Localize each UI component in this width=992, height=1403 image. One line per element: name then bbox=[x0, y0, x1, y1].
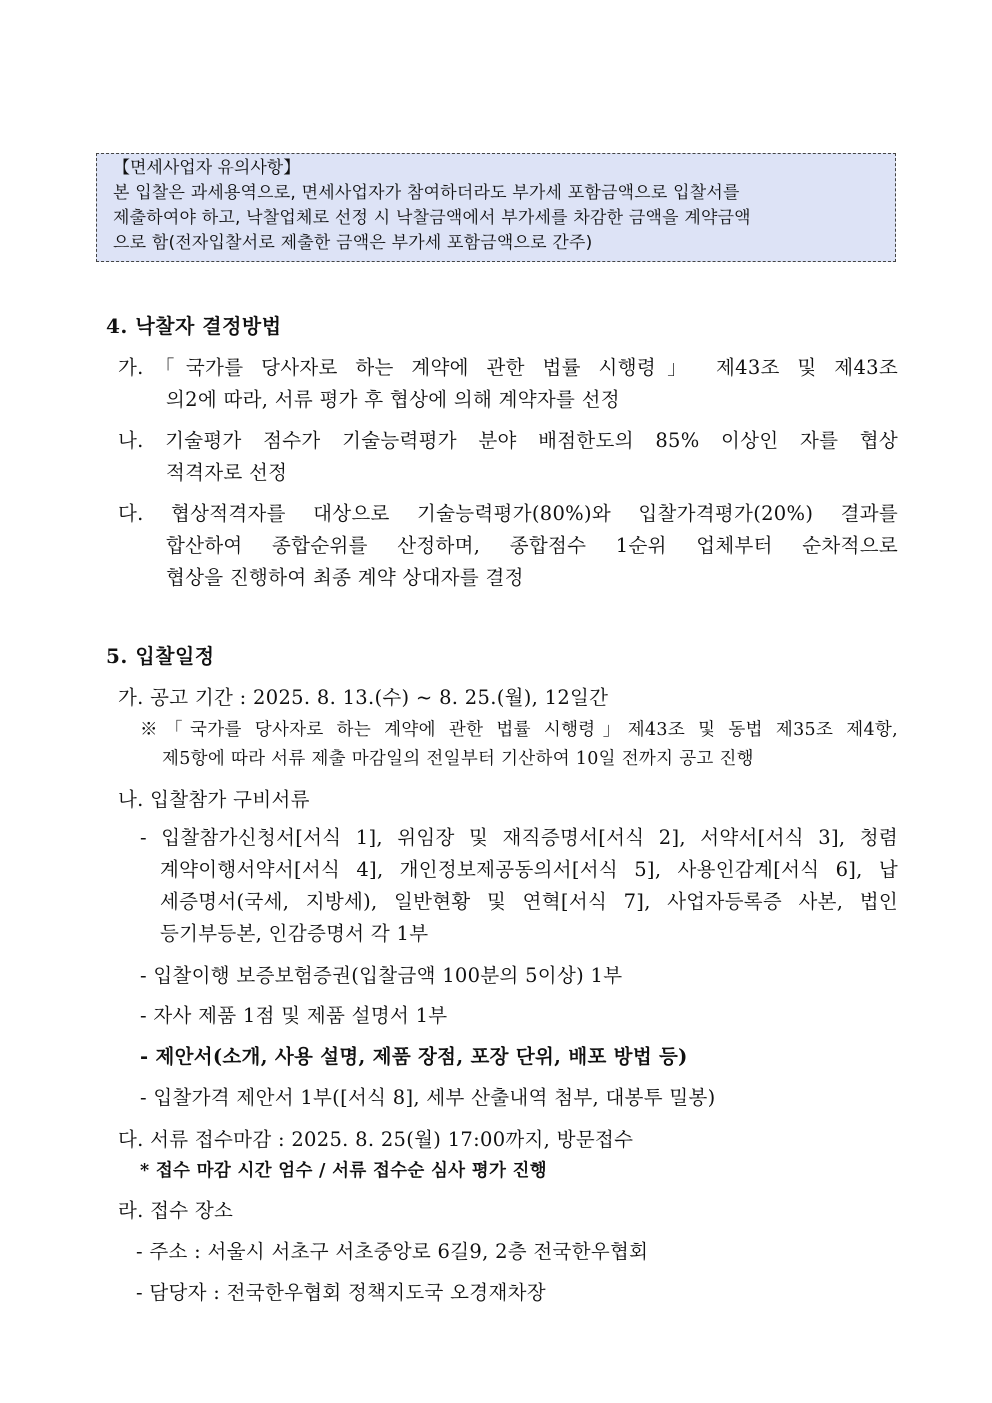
section-4-item-a-line1: 가.「국가를 당사자로 하는 계약에 관한 법률 시행령」 제43조 및 제43조 bbox=[118, 356, 898, 379]
section-5-item-a: 가. 공고 기간 : 2025. 8. 13.(수) ~ 8. 25.(월), 12일간 bbox=[118, 686, 609, 709]
section-5-item-b1-line2: 계약이행서약서[서식 4], 개인정보제공동의서[서식 5], 사용인감계[서식 6], 납 bbox=[160, 858, 898, 881]
section-5-item-c: 다. 서류 접수마감 : 2025. 8. 25(월) 17:00까지, 방문접수 bbox=[118, 1128, 634, 1151]
section-4-item-a-line2: 의2에 따라, 서류 평가 후 협상에 의해 계약자를 선정 bbox=[166, 388, 620, 411]
notice-line: 제출하여야 하고, 낙찰업체로 선정 시 낙찰금액에서 부가세를 차감한 금액을 계약금액 bbox=[113, 208, 751, 228]
notice-line: 본 입찰은 과세용역으로, 면세사업자가 참여하더라도 부가세 포함금액으로 입찰서를 bbox=[113, 183, 740, 203]
section-4-item-c-line1: 다. 협상적격자를 대상으로 기술능력평가(80%)와 입찰가격평가(20%) 결과를 bbox=[118, 502, 898, 525]
section-5-item-b1-line3: 세증명서(국세, 지방세), 일반현황 및 연혁[서식 7], 사업자등록증 사본, 법인 bbox=[160, 890, 898, 913]
section-5-item-b4: - 제안서(소개, 사용 설명, 제품 장점, 포장 단위, 배포 방법 등) bbox=[140, 1045, 688, 1068]
section-4-title: 4. 낙찰자 결정방법 bbox=[106, 314, 282, 338]
section-5-item-d1: - 주소 : 서울시 서초구 서초중앙로 6길9, 2층 전국한우협회 bbox=[136, 1240, 649, 1263]
section-5-item-b5: - 입찰가격 제안서 1부([서식 8], 세부 산출내역 첨부, 대봉투 밀봉) bbox=[140, 1086, 716, 1109]
notice-title: 【면세사업자 유의사항】 bbox=[113, 158, 301, 178]
section-4-item-c-line3: 협상을 진행하여 최종 계약 상대자를 결정 bbox=[166, 566, 524, 589]
section-5-item-b1-line4: 등기부등본, 인감증명서 각 1부 bbox=[160, 922, 429, 945]
section-4-item-b-line1: 나. 기술평가 점수가 기술능력평가 분야 배점한도의 85% 이상인 자를 협상 bbox=[118, 429, 898, 452]
section-5-item-b2: - 입찰이행 보증보험증권(입찰금액 100분의 5이상) 1부 bbox=[140, 964, 623, 987]
section-5-item-d2: - 담당자 : 전국한우협회 정책지도국 오경재차장 bbox=[136, 1281, 546, 1304]
section-5-item-a-note-line2: 제5항에 따라 서류 제출 마감일의 전일부터 기산하여 10일 전까지 공고 진행 bbox=[162, 749, 754, 769]
section-4-item-b-line2: 적격자로 선정 bbox=[166, 461, 288, 484]
notice-line: 으로 함(전자입찰서로 제출한 금액은 부가세 포함금액으로 간주) bbox=[113, 233, 593, 253]
section-5-item-b3: - 자사 제품 1점 및 제품 설명서 1부 bbox=[140, 1004, 448, 1027]
tax-exempt-notice-box bbox=[96, 153, 896, 262]
section-5-title: 5. 입찰일정 bbox=[106, 644, 215, 668]
section-5-item-d: 라. 접수 장소 bbox=[118, 1199, 234, 1222]
section-5-item-b1-line1: - 입찰참가신청서[서식 1], 위임장 및 재직증명서[서식 2], 서약서[서식 3], 청렴 bbox=[140, 826, 898, 849]
section-4-item-c-line2: 합산하여 종합순위를 산정하며, 종합점수 1순위 업체부터 순차적으로 bbox=[166, 534, 898, 557]
section-5-item-c-note: * 접수 마감 시간 엄수 / 서류 접수순 심사 평가 진행 bbox=[140, 1161, 547, 1181]
section-5-item-a-note-line1: ※「국가를 당사자로 하는 계약에 관한 법률 시행령」제43조 및 동법 제35조 제4항, bbox=[140, 720, 898, 740]
section-5-item-b: 나. 입찰참가 구비서류 bbox=[118, 788, 310, 811]
